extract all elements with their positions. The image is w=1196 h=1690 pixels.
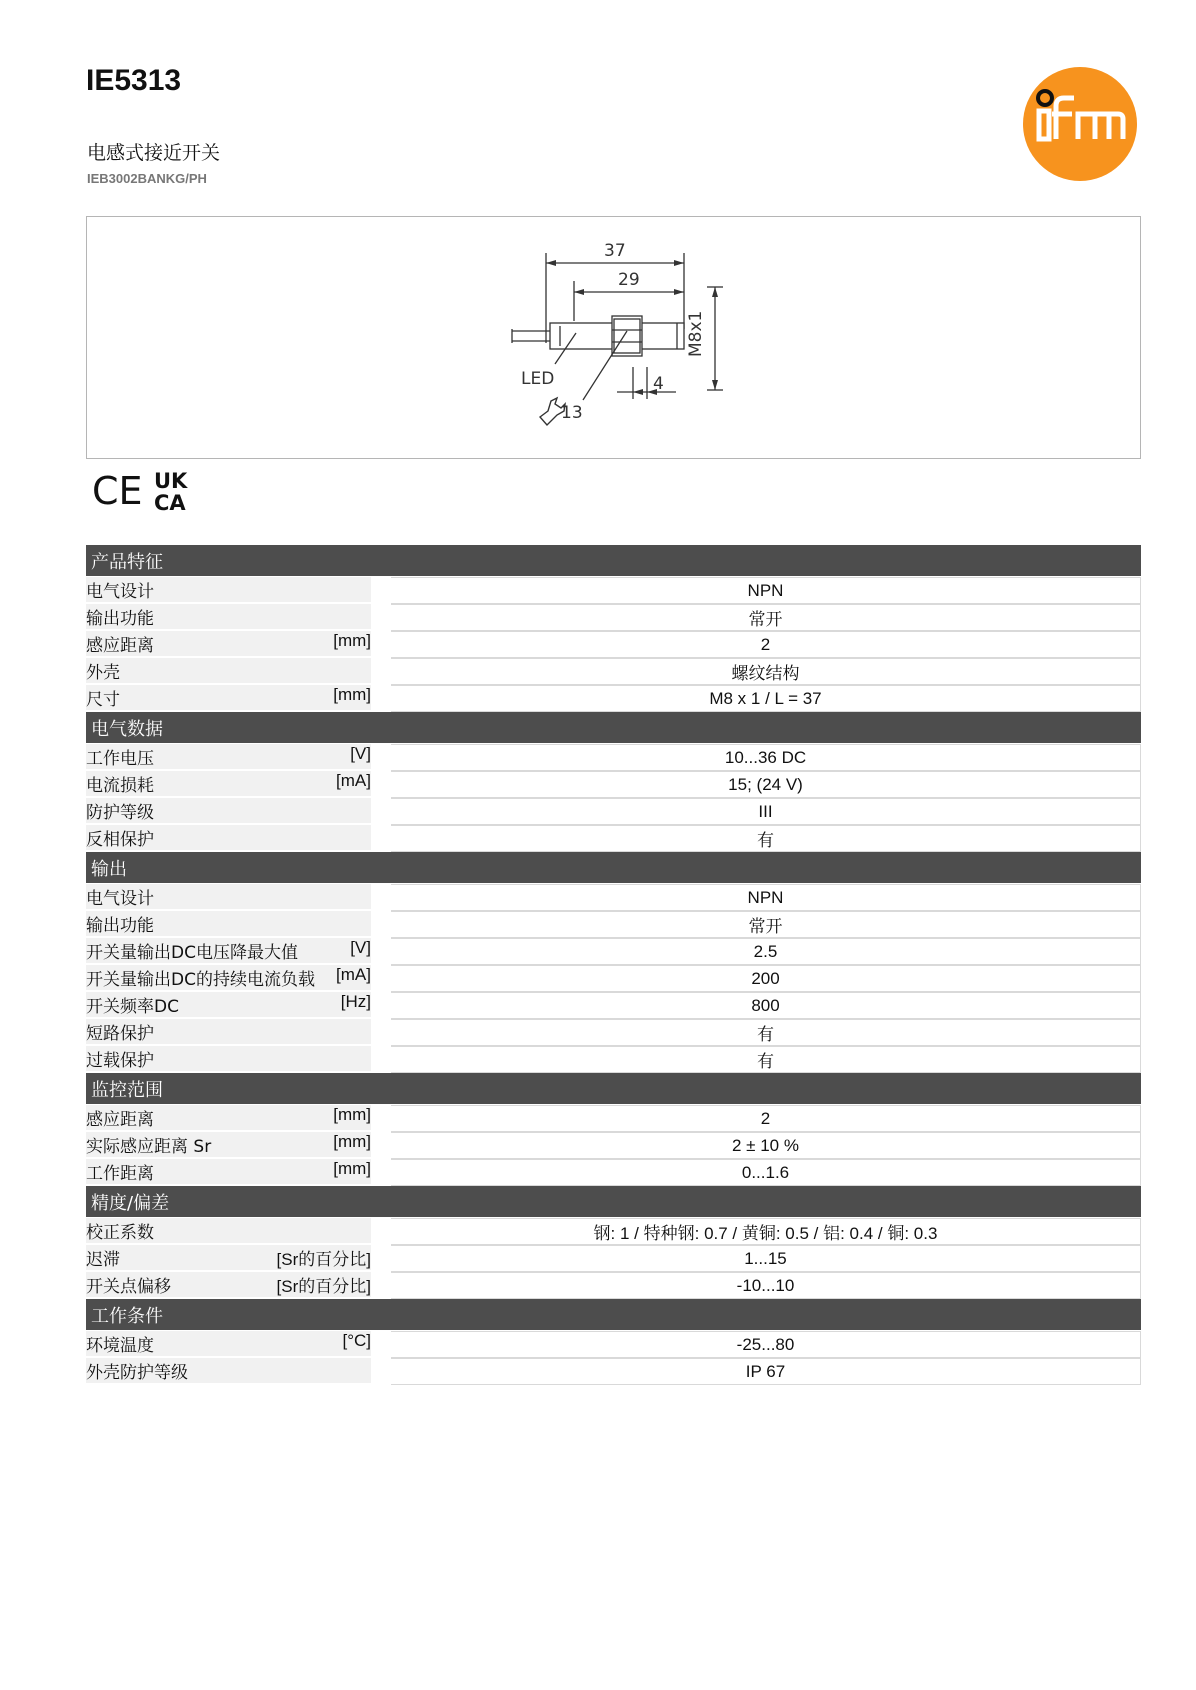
section-title: 监控范围 <box>86 1073 1141 1105</box>
spec-unit: [mA] <box>336 771 371 790</box>
spec-row <box>86 1019 1141 1046</box>
spec-label-cell <box>86 798 371 825</box>
spec-unit: [V] <box>350 744 371 763</box>
spec-value: -10...10 <box>391 1272 1141 1299</box>
wrench-size-label: 13 <box>561 403 583 423</box>
section-title: 产品特征 <box>86 545 1141 577</box>
spec-label-cell <box>86 685 371 712</box>
product-title: IE5313 <box>86 64 182 97</box>
spec-label-cell <box>86 744 371 771</box>
spec-label: 校正系数 <box>86 1223 154 1243</box>
spec-gap <box>371 1331 391 1358</box>
spec-label: 短路保护 <box>86 1024 154 1044</box>
spec-value: 1...15 <box>391 1245 1141 1272</box>
spec-label-cell <box>86 1272 371 1299</box>
product-subtitle: 电感式接近开关 <box>87 142 221 164</box>
spec-gap <box>371 1019 391 1046</box>
spec-gap <box>371 911 391 938</box>
spec-label-cell <box>86 884 371 911</box>
spec-gap <box>371 1132 391 1159</box>
spec-row <box>86 577 1141 604</box>
spec-value: 2 <box>391 1105 1141 1132</box>
spec-value: 有 <box>391 825 1141 852</box>
spec-gap <box>371 965 391 992</box>
spec-label-cell <box>86 658 371 685</box>
spec-label-cell <box>86 965 371 992</box>
spec-value: III <box>391 798 1141 825</box>
spec-value: 有 <box>391 1019 1141 1046</box>
spec-label: 开关量输出DC电压降最大值 <box>86 943 298 963</box>
spec-gap <box>371 604 391 631</box>
spec-label: 输出功能 <box>86 609 154 629</box>
spec-label-cell <box>86 938 371 965</box>
certification-marks <box>92 468 202 514</box>
spec-gap <box>371 1245 391 1272</box>
spec-value: 10...36 DC <box>391 744 1141 771</box>
spec-value: 200 <box>391 965 1141 992</box>
spec-label-cell <box>86 911 371 938</box>
spec-value: M8 x 1 / L = 37 <box>391 685 1141 712</box>
spec-label: 输出功能 <box>86 916 154 936</box>
spec-unit: [mA] <box>336 965 371 984</box>
spec-row <box>86 884 1141 911</box>
spec-label-cell <box>86 1132 371 1159</box>
spec-unit: [Sr的百分比] <box>276 1277 371 1296</box>
spec-row <box>86 604 1141 631</box>
spec-gap <box>371 992 391 1019</box>
spec-table <box>86 545 1141 1385</box>
spec-row <box>86 1358 1141 1385</box>
spec-label: 迟滞 <box>86 1250 120 1270</box>
section-header <box>86 852 1141 884</box>
spec-gap <box>371 577 391 604</box>
spec-label-cell <box>86 577 371 604</box>
section-header <box>86 1186 1141 1218</box>
spec-label-cell <box>86 631 371 658</box>
spec-gap <box>371 884 391 911</box>
spec-label: 反相保护 <box>86 830 154 850</box>
spec-unit: [mm] <box>333 1159 371 1178</box>
spec-label-cell <box>86 771 371 798</box>
spec-unit: [mm] <box>333 1105 371 1124</box>
spec-row <box>86 1331 1141 1358</box>
section-header <box>86 1299 1141 1331</box>
spec-label-cell <box>86 825 371 852</box>
spec-row <box>86 1132 1141 1159</box>
spec-label-cell <box>86 1245 371 1272</box>
spec-value: 0...1.6 <box>391 1159 1141 1186</box>
spec-label: 感应距离 <box>86 636 154 656</box>
spec-row <box>86 744 1141 771</box>
spec-value: 15; (24 V) <box>391 771 1141 798</box>
spec-unit: [mm] <box>333 631 371 650</box>
spec-row <box>86 1218 1141 1245</box>
spec-gap <box>371 771 391 798</box>
spec-gap <box>371 744 391 771</box>
section-title: 精度/偏差 <box>86 1186 1141 1218</box>
spec-label: 开关频率DC <box>86 997 179 1017</box>
section-header <box>86 712 1141 744</box>
spec-value: 2 ± 10 % <box>391 1132 1141 1159</box>
spec-value: NPN <box>391 884 1141 911</box>
spec-row <box>86 798 1141 825</box>
spec-label: 电流损耗 <box>86 776 154 796</box>
product-code: IEB3002BANKG/PH <box>87 171 207 186</box>
spec-value: 常开 <box>391 604 1141 631</box>
spec-row <box>86 911 1141 938</box>
spec-label: 感应距离 <box>86 1110 154 1130</box>
spec-value: 2 <box>391 631 1141 658</box>
spec-label: 实际感应距离 Sr <box>86 1137 212 1157</box>
spec-value: 螺纹结构 <box>391 658 1141 685</box>
spec-label-cell <box>86 1046 371 1073</box>
spec-row <box>86 965 1141 992</box>
spec-gap <box>371 938 391 965</box>
spec-value: 有 <box>391 1046 1141 1073</box>
spec-unit: [Sr的百分比] <box>276 1250 371 1269</box>
section-title: 工作条件 <box>86 1299 1141 1331</box>
spec-label-cell <box>86 1331 371 1358</box>
spec-label: 过载保护 <box>86 1051 154 1071</box>
spec-label: 电气设计 <box>86 889 154 909</box>
spec-label: 开关点偏移 <box>86 1277 171 1297</box>
spec-unit: [V] <box>350 938 371 957</box>
spec-value: IP 67 <box>391 1358 1141 1385</box>
spec-label-cell <box>86 1159 371 1186</box>
spec-label: 电气设计 <box>86 582 154 602</box>
spec-gap <box>371 1358 391 1385</box>
spec-value: 钢: 1 / 特种钢: 0.7 / 黄铜: 0.5 / 铝: 0.4 / 铜: 0.3 <box>391 1218 1141 1245</box>
spec-label: 防护等级 <box>86 803 154 823</box>
spec-label: 外壳防护等级 <box>86 1363 188 1383</box>
ukca-mark-bottom: CA <box>154 491 186 514</box>
spec-label: 尺寸 <box>86 690 120 710</box>
dimension-drawing <box>86 216 1141 459</box>
spec-label-cell <box>86 1105 371 1132</box>
spec-row <box>86 1245 1141 1272</box>
dim-4-label: 4 <box>653 374 664 394</box>
spec-unit: [°C] <box>342 1331 371 1350</box>
section-title: 电气数据 <box>86 712 1141 744</box>
ce-mark: CE <box>92 469 143 513</box>
led-label: LED <box>521 369 555 389</box>
spec-row <box>86 992 1141 1019</box>
spec-label-cell <box>86 1358 371 1385</box>
spec-gap <box>371 798 391 825</box>
spec-gap <box>371 1105 391 1132</box>
spec-label: 环境温度 <box>86 1336 154 1356</box>
spec-gap <box>371 1159 391 1186</box>
spec-row <box>86 631 1141 658</box>
spec-row <box>86 685 1141 712</box>
spec-unit: [mm] <box>333 685 371 704</box>
dim-37-label: 37 <box>604 241 626 261</box>
spec-row <box>86 771 1141 798</box>
spec-gap <box>371 658 391 685</box>
spec-label-cell <box>86 1019 371 1046</box>
ukca-mark-top: UK <box>154 469 188 493</box>
dim-thread-label: M8x1 <box>686 310 706 357</box>
section-header <box>86 1073 1141 1105</box>
spec-gap <box>371 1272 391 1299</box>
spec-value: 800 <box>391 992 1141 1019</box>
spec-row <box>86 938 1141 965</box>
spec-label: 工作距离 <box>86 1164 154 1184</box>
spec-gap <box>371 1046 391 1073</box>
spec-gap <box>371 631 391 658</box>
spec-label-cell <box>86 604 371 631</box>
spec-label-cell <box>86 992 371 1019</box>
spec-unit: [Hz] <box>340 992 371 1011</box>
ifm-logo <box>1022 66 1138 182</box>
section-header <box>86 545 1141 577</box>
spec-gap <box>371 1218 391 1245</box>
spec-label: 开关量输出DC的持续电流负载 <box>86 970 315 990</box>
spec-row <box>86 1159 1141 1186</box>
spec-row <box>86 1272 1141 1299</box>
spec-label-cell <box>86 1218 371 1245</box>
spec-value: 常开 <box>391 911 1141 938</box>
section-title: 输出 <box>86 852 1141 884</box>
spec-row <box>86 658 1141 685</box>
spec-row <box>86 825 1141 852</box>
spec-label: 工作电压 <box>86 749 154 769</box>
spec-value: -25...80 <box>391 1331 1141 1358</box>
spec-value: NPN <box>391 577 1141 604</box>
spec-gap <box>371 825 391 852</box>
spec-row <box>86 1105 1141 1132</box>
spec-row <box>86 1046 1141 1073</box>
spec-value: 2.5 <box>391 938 1141 965</box>
spec-gap <box>371 685 391 712</box>
spec-unit: [mm] <box>333 1132 371 1151</box>
spec-label: 外壳 <box>86 663 120 683</box>
dim-29-label: 29 <box>618 270 640 290</box>
